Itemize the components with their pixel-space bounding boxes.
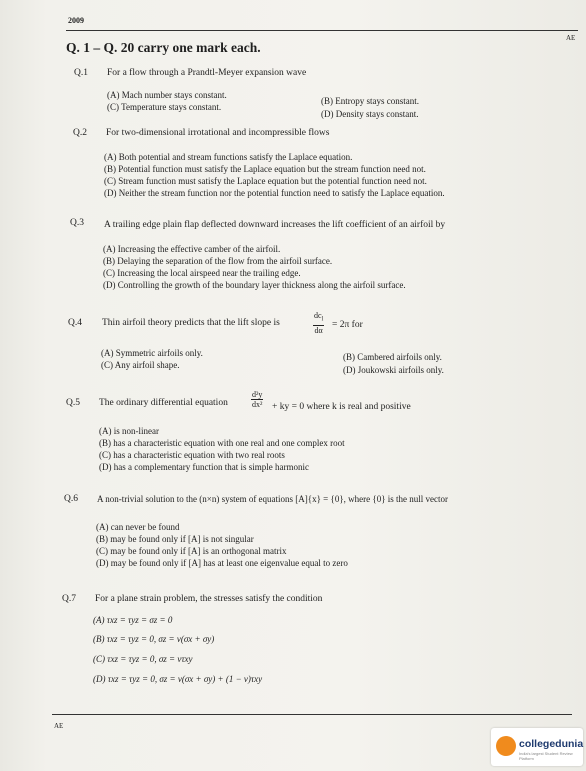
header-rule — [66, 30, 578, 31]
option-a: (A) is non-linear — [99, 426, 159, 436]
paper-code-bottom: AE — [54, 722, 64, 730]
option-a: (A) Symmetric airfoils only. — [101, 348, 203, 358]
option-b: (B) may be found only if [A] is not singular — [96, 534, 254, 544]
question-number: Q.6 — [64, 494, 78, 504]
year-label: 2009 — [68, 16, 84, 25]
option-d: (D) Neither the stream function nor the potential function need to satisfy the Laplace equation. — [104, 188, 445, 198]
option-b: (B) τxz = τyz = 0, σz = ν(σx + σy) — [93, 634, 215, 644]
question-number: Q.1 — [74, 68, 88, 78]
logo-name: collegedunia — [519, 738, 584, 750]
option-d: (D) Density stays constant. — [321, 109, 419, 119]
question-text: Thin airfoil theory predicts that the lift slope is — [102, 318, 280, 328]
option-c: (C) Any airfoil shape. — [101, 360, 180, 370]
question-text: For two-dimensional irrotational and incompressible flows — [106, 128, 330, 138]
option-c: (C) Temperature stays constant. — [107, 102, 222, 112]
option-d: (D) Controlling the growth of the boundary layer thickness along the airfoil surface. — [103, 280, 406, 290]
ode-fraction: $\frac{\text{d²y}}{\text{dx²}}$ — [252, 390, 263, 409]
question-text-continued: + ky = 0 where k is real and positive — [272, 402, 411, 412]
lift-slope-fraction: $\frac{dc_l}{d\alpha}$ — [314, 311, 324, 335]
option-c: (C) Increasing the local airspeed near the trailing edge. — [103, 268, 301, 278]
question-number: Q.7 — [62, 594, 76, 604]
option-b: (B) Entropy stays constant. — [321, 96, 419, 106]
option-a: (A) τxz = τyz = σz = 0 — [93, 615, 173, 625]
option-c: (C) has a characteristic equation with two real roots — [99, 450, 285, 460]
collegedunia-watermark — [491, 728, 583, 766]
option-c: (C) τxz = τyz = 0, σz = ντxy — [93, 654, 193, 664]
option-b: (B) has a characteristic equation with one real and one complex root — [99, 438, 345, 448]
section-heading: Q. 1 – Q. 20 carry one mark each. — [66, 40, 261, 55]
question-number: Q.3 — [70, 218, 84, 228]
option-c: (C) may be found only if [A] is an orthogonal matrix — [96, 546, 287, 556]
question-number: Q.2 — [73, 128, 87, 138]
question-text-continued: = 2π for — [332, 320, 363, 330]
option-d: (D) τxz = τyz = 0, σz = ν(σx + σy) + (1 − ν)τxy — [93, 674, 263, 684]
question-text: The ordinary differential equation — [99, 398, 228, 408]
footer-rule — [52, 714, 572, 715]
question-text: A trailing edge plain flap deflected downward increases the lift coefficient of an airfoil by — [104, 220, 446, 230]
question-text: For a plane strain problem, the stresses satisfy the condition — [95, 594, 323, 604]
question-text: A non-trivial solution to the (n×n) system of equations [A]{x} = {0}, where {0} is the null vector — [97, 494, 449, 504]
option-a: (A) can never be found — [96, 522, 180, 532]
option-d: (D) Joukowski airfoils only. — [343, 365, 444, 375]
question-number: Q.4 — [68, 318, 82, 328]
logo-tagline: India's largest Student Review Platform — [519, 751, 573, 761]
option-b: (B) Cambered airfoils only. — [343, 352, 442, 362]
paper-code-top: AE — [566, 34, 576, 42]
collegedunia-logo-icon — [496, 736, 516, 756]
option-a: (A) Increasing the effective camber of the airfoil. — [103, 244, 281, 254]
option-c: (C) Stream function must satisfy the Laplace equation but the potential function need not. — [104, 176, 427, 186]
option-b: (B) Potential function must satisfy the Laplace equation but the stream function need not. — [104, 164, 426, 174]
option-a: (A) Both potential and stream functions satisfy the Laplace equation. — [104, 152, 353, 162]
question-number: Q.5 — [66, 398, 80, 408]
option-a: (A) Mach number stays constant. — [107, 90, 227, 100]
option-d: (D) may be found only if [A] has at least one eigenvalue equal to zero — [96, 558, 348, 568]
option-d: (D) has a complementary function that is simple harmonic — [99, 462, 309, 472]
option-b: (B) Delaying the separation of the flow from the airfoil surface. — [103, 256, 333, 266]
question-text: For a flow through a Prandtl-Meyer expansion wave — [107, 68, 307, 78]
